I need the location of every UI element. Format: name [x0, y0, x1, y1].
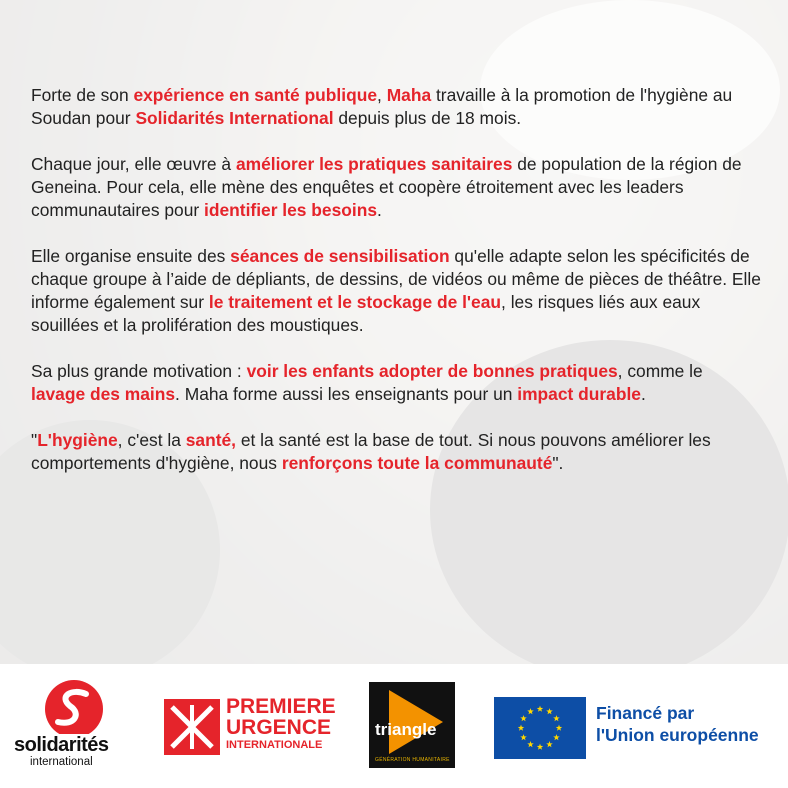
paragraph-1 [31, 84, 761, 130]
triangle-name: triangle [375, 720, 437, 739]
eu-star [537, 744, 543, 750]
paragraph-4 [31, 360, 761, 406]
body-text: depuis plus de 18 mois. [333, 108, 522, 128]
paragraph-2 [31, 153, 761, 222]
body-text: . Maha forme aussi les enseignants pour un [175, 384, 518, 404]
highlight-text: santé, [185, 430, 237, 450]
pui-line1: PREMIERE [226, 695, 336, 718]
body-text: de population de la région de Geneina. Pour cela, elle mène des enquêtes et coopère étroitement avec les leaders communautaires pour [31, 154, 742, 220]
eu-star [553, 715, 559, 721]
body-text: " [31, 430, 38, 450]
body-text: Sa plus grande motivation : [31, 361, 247, 381]
body-text: Chaque jour, elle œuvre à [31, 154, 236, 174]
pui-line2: URGENCE [226, 716, 332, 739]
solidarites-name: solidarités [14, 734, 109, 756]
highlight-text: séances de sensibilisation [230, 246, 450, 266]
body-text: Elle organise ensuite des [31, 246, 231, 266]
highlight-text: renforçons toute la communauté [281, 453, 553, 473]
paragraph-3 [31, 245, 761, 337]
highlight-text: impact durable [517, 384, 641, 404]
paragraph-5 [31, 429, 761, 475]
highlight-text: Maha [386, 85, 432, 105]
solidarites-sub: international [30, 756, 93, 768]
body-text: , [377, 85, 387, 105]
eu-star [520, 715, 526, 721]
body-text: qu'elle adapte selon les spécificités de chaque groupe à l’aide de dépliants, de dessins, de vidéos ou même de pièces de théâtre. Elle informe également sur [31, 246, 761, 312]
eu-line1: Financé par [596, 703, 695, 723]
solidarites-international-logo [0, 664, 148, 788]
highlight-text: L'hygiène [37, 430, 118, 450]
eu-star [537, 706, 543, 712]
eu-funding-text [596, 702, 759, 746]
eu-star [527, 741, 533, 747]
highlight-text: Solidarités International [135, 108, 334, 128]
body-text: , comme le [617, 361, 703, 381]
article-text [31, 84, 761, 498]
premiere-urgence-logo [164, 695, 350, 759]
body-text: . [377, 200, 382, 220]
eu-star [518, 725, 524, 731]
eu-flag-icon [494, 697, 586, 759]
body-text: . [640, 384, 646, 404]
body-text: travaille à la promotion de l'hygiène au Soudan pour [31, 85, 733, 128]
body-text: ". [552, 453, 564, 473]
eu-line2: l'Union européenne [596, 725, 759, 745]
pui-line3: INTERNATIONALE [226, 739, 323, 751]
eu-star [546, 708, 552, 714]
solidarites-swirl-icon [0, 664, 148, 734]
partner-logos-bar [0, 664, 788, 788]
eu-star [556, 725, 562, 731]
body-text: Forte de son [31, 85, 134, 105]
body-text: , les risques liés aux eaux souillées et la prolifération des moustiques. [31, 292, 701, 335]
body-text: et la santé est la base de tout. Si nous pouvons améliorer les comportements d'hygiène, nous [31, 430, 711, 473]
highlight-text: identifier les besoins [204, 200, 378, 220]
eu-star [546, 741, 552, 747]
highlight-text: voir les enfants adopter de bonnes pratiques [246, 361, 618, 381]
highlight-text: améliorer les pratiques sanitaires [235, 154, 513, 174]
body-text: , c'est la [117, 430, 186, 450]
pui-emblem-icon [164, 699, 220, 755]
triangle-logo [369, 682, 455, 768]
eu-star [553, 734, 559, 740]
highlight-text: expérience en santé publique [133, 85, 378, 105]
triangle-sub: GÉNÉRATION HUMANITAIRE [375, 757, 450, 763]
eu-star [527, 708, 533, 714]
highlight-text: lavage des mains [31, 384, 176, 404]
highlight-text: le traitement et le stockage de l'eau [208, 292, 502, 312]
eu-star [520, 734, 526, 740]
